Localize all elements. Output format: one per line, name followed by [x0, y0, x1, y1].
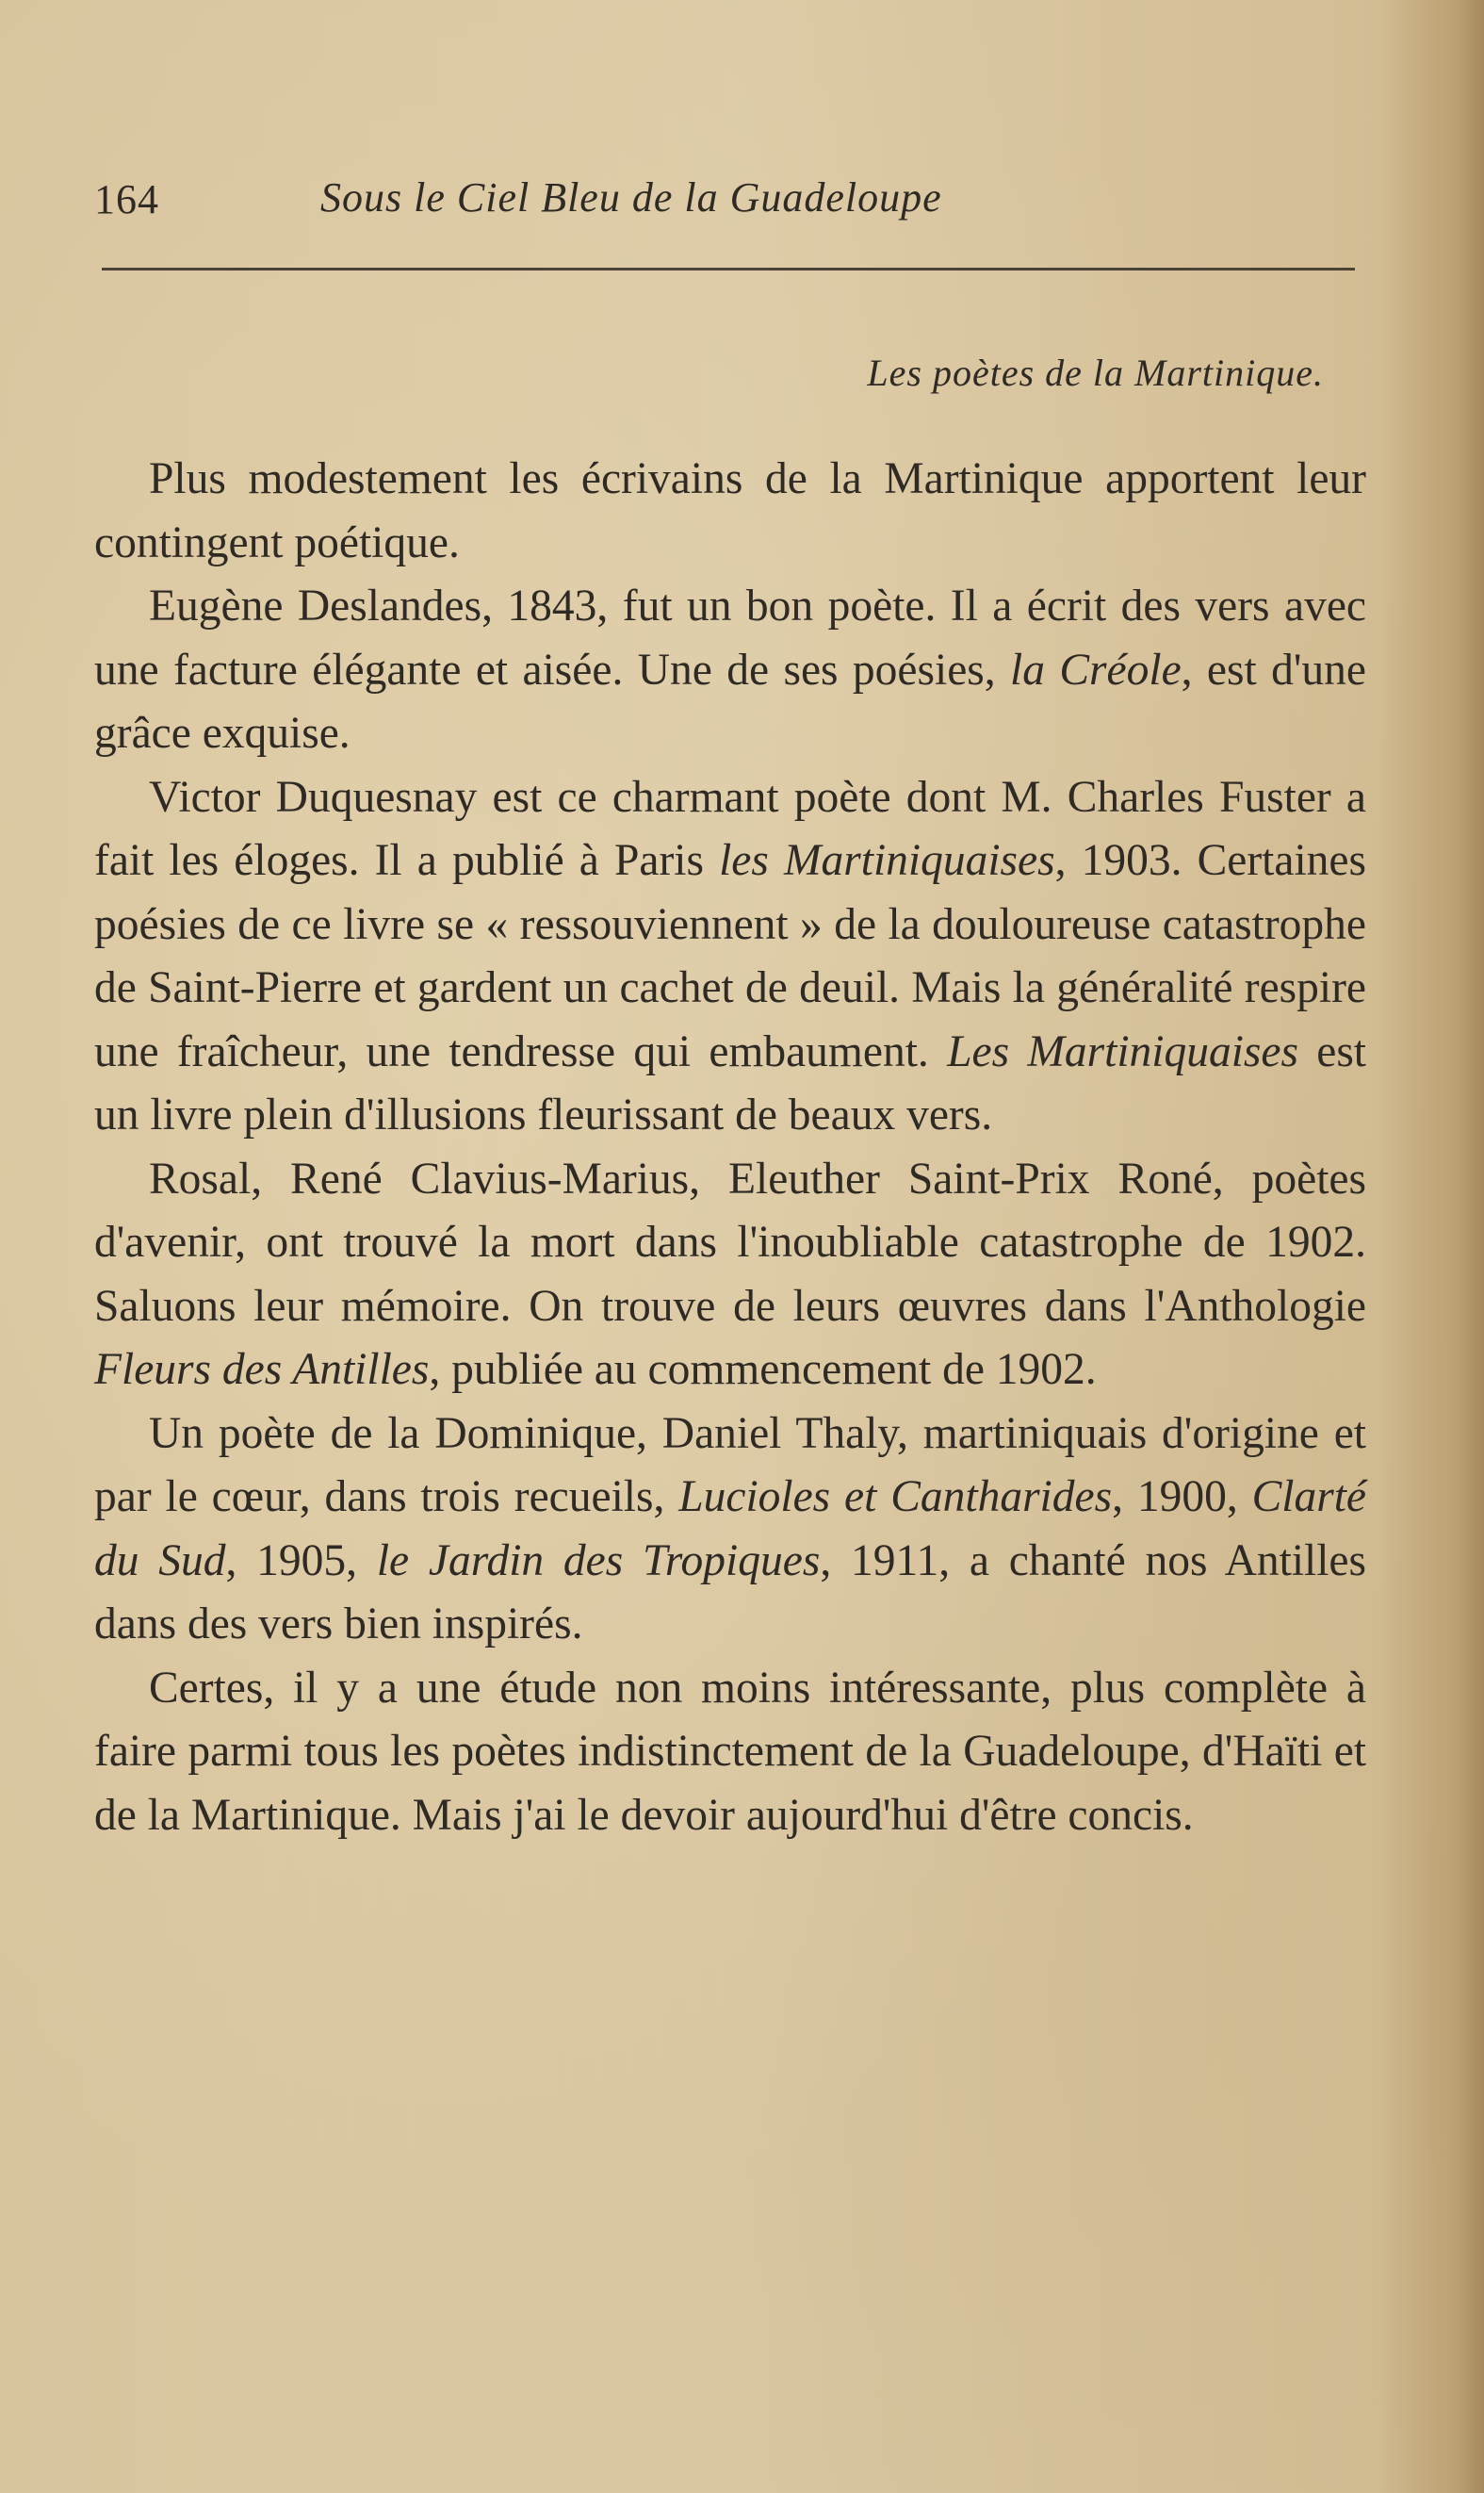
paragraph-1: Plus modestement les écrivains de la Martinique apportent leur contingent poétique. [94, 454, 1366, 567]
italic-title: Clarté du Sud [94, 1472, 1366, 1585]
italic-title: le Jardin des Tropiques [376, 1535, 821, 1585]
paragraph-text: Victor Duquesnay est ce charmant poète dont M. Charles Fuster a fait les éloges. Il a publié à Paris [94, 772, 1366, 885]
body-text [94, 448, 1366, 1847]
italic-title: la Créole [1010, 645, 1182, 695]
paragraph-5 [94, 1402, 1366, 1657]
running-title: Sous le Ciel Bleu de la Guadeloupe [320, 174, 942, 221]
paragraph-4 [94, 1148, 1366, 1402]
paragraph-text: Eugène Deslandes, 1843, fut un bon poète. Il a écrit des vers avec une facture élégante et aisée. Une de ses poésies, [94, 582, 1366, 695]
paragraph-3 [94, 766, 1366, 1148]
paragraph-text: est un livre plein d'illusions fleurissant de beaux vers. [94, 1026, 1367, 1140]
italic-title: Fleurs des Antilles [94, 1345, 430, 1394]
paragraph-text: Rosal, René Clavius-Marius, Eleuther Saint-Prix Roné, poètes d'avenir, ont trouvé la mort dans l'inoubliable catastrophe de 1902. Saluons leur mémoire. On trouve de leurs œuvres dans l'Anthologie [94, 1154, 1366, 1331]
paragraph-text: , 1903. Certaines poésies de ce livre se « ressouviennent » de la douloureuse catastrophe de Saint-Pierre et gardent un cachet de deuil. Mais la généralité respire une fraîcheur, une tendresse qui embaument. [94, 836, 1366, 1076]
paragraph-text: , 1911, a chanté nos Antilles dans des vers bien inspirés. [94, 1535, 1366, 1648]
header-rule [102, 268, 1355, 271]
italic-title: Lucioles et Cantharides [678, 1472, 1113, 1521]
page-edge-shadow [1380, 0, 1484, 2493]
page-header [94, 168, 1357, 234]
paragraph-2 [94, 575, 1366, 766]
paragraph-text: , 1900, [1112, 1472, 1252, 1521]
paragraph-text: , publiée au commencement de 1902. [429, 1345, 1097, 1394]
paragraph-text: Un poète de la Dominique, Daniel Thaly, martiniquais d'origine et par le cœur, dans trois recueils, [94, 1408, 1366, 1521]
italic-title: Les Martiniquaises [947, 1026, 1298, 1076]
paragraph-text: , 1905, [225, 1535, 377, 1585]
italic-title: les Martiniquaises [719, 836, 1055, 885]
page-number: 164 [94, 176, 159, 222]
section-title: Les poètes de la Martinique. [867, 352, 1324, 394]
paragraph-6: Certes, il y a une étude non moins intéressante, plus complète à faire parmi tous les poètes indistinctement de la Guadeloupe, d'Haïti et de la Martinique. Mais j'ai le devoir aujourd'hui d'être concis. [94, 1663, 1366, 1840]
paragraph-text: , est d'une grâce exquise. [94, 645, 1366, 758]
